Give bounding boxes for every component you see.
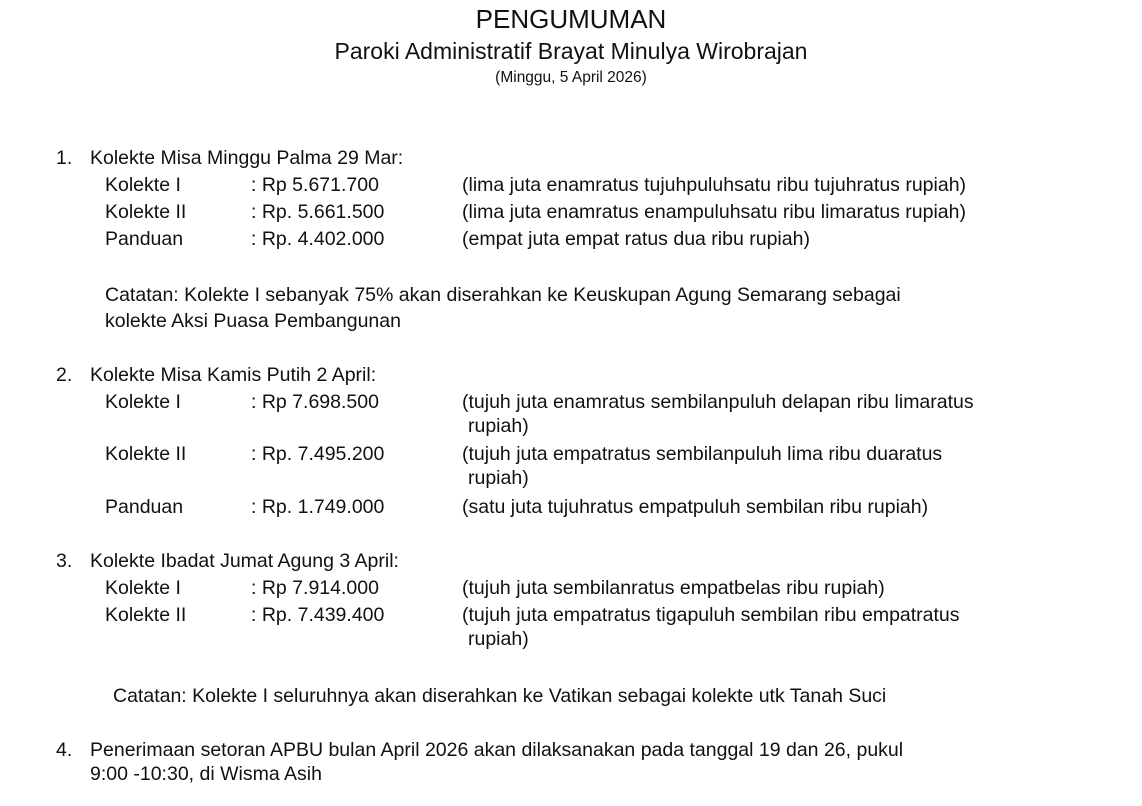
words-line-2: rupiah) bbox=[468, 415, 529, 437]
row-amount: : Rp. 7.439.400 bbox=[251, 604, 385, 626]
row-label: Kolekte I bbox=[105, 577, 181, 599]
item-1-heading bbox=[56, 146, 403, 170]
row-label: Panduan bbox=[105, 228, 184, 250]
words-line-1: (tujuh juta empatratus sembilanpuluh lima ribu duaratus bbox=[462, 443, 943, 465]
row-amount-words: (lima juta enamratus tujuhpuluhsatu ribu tujuhratus rupiah) bbox=[462, 174, 967, 196]
row-amount: : Rp 5.671.700 bbox=[251, 174, 379, 196]
announcement-title: PENGUMUMAN bbox=[475, 4, 667, 34]
row-amount: : Rp. 1.749.000 bbox=[251, 496, 385, 518]
row-amount-words: (satu juta tujuhratus empatpuluh sembilan ribu rupiah) bbox=[462, 496, 929, 518]
item-number: 3. bbox=[56, 550, 73, 572]
item-3-heading bbox=[56, 549, 399, 573]
item-1-note-line-1: Catatan: Kolekte I sebanyak 75% akan diserahkan ke Keuskupan Agung Semarang sebagai bbox=[105, 284, 901, 306]
row-label: Kolekte I bbox=[105, 174, 181, 196]
row-amount-words bbox=[462, 603, 1102, 651]
row-amount-words: (tujuh juta sembilanratus empatbelas ribu rupiah) bbox=[462, 577, 885, 599]
row-label: Kolekte I bbox=[105, 391, 181, 413]
row-label: Kolekte II bbox=[105, 443, 187, 465]
row-amount: : Rp 7.698.500 bbox=[251, 391, 379, 413]
row-amount: : Rp. 7.495.200 bbox=[251, 443, 385, 465]
row-amount-words bbox=[462, 390, 1102, 438]
words-line-1: (tujuh juta enamratus sembilanpuluh delapan ribu limaratus bbox=[462, 391, 974, 413]
item-1-note-line-2: kolekte Aksi Puasa Pembangunan bbox=[105, 310, 401, 332]
row-label: Kolekte II bbox=[105, 604, 187, 626]
row-amount-words bbox=[462, 442, 1102, 490]
words-line-2: rupiah) bbox=[468, 467, 529, 489]
row-amount-words: (lima juta enamratus enampuluhsatu ribu limaratus rupiah) bbox=[462, 201, 966, 223]
item-4-line-2: 9:00 -10:30, di Wisma Asih bbox=[90, 763, 322, 785]
item-4-text bbox=[90, 738, 1110, 786]
words-line-2: rupiah) bbox=[468, 628, 529, 650]
item-heading-text: Kolekte Misa Kamis Putih 2 April: bbox=[90, 364, 377, 386]
row-amount: : Rp. 4.402.000 bbox=[251, 228, 385, 250]
row-amount: : Rp 7.914.000 bbox=[251, 577, 379, 599]
parish-name: Paroki Administratif Brayat Minulya Wirobrajan bbox=[334, 38, 808, 64]
item-heading-text: Kolekte Ibadat Jumat Agung 3 April: bbox=[90, 550, 399, 572]
item-4-line-1: Penerimaan setoran APBU bulan April 2026 akan dilaksanakan pada tanggal 19 dan 26, pukul bbox=[90, 739, 904, 761]
row-amount: : Rp. 5.661.500 bbox=[251, 201, 385, 223]
row-label: Kolekte II bbox=[105, 201, 187, 223]
item-3-note: Catatan: Kolekte I seluruhnya akan diserahkan ke Vatikan sebagai kolekte utk Tanah Suci bbox=[113, 685, 887, 707]
item-number: 4. bbox=[56, 739, 73, 761]
item-heading-text: Kolekte Misa Minggu Palma 29 Mar: bbox=[90, 147, 404, 169]
announcement-date: (Minggu, 5 April 2026) bbox=[495, 69, 647, 86]
item-number: 2. bbox=[56, 364, 73, 386]
item-number: 1. bbox=[56, 147, 73, 169]
row-label: Panduan bbox=[105, 496, 184, 518]
row-amount-words: (empat juta empat ratus dua ribu rupiah) bbox=[462, 228, 810, 250]
words-line-1: (tujuh juta empatratus tigapuluh sembilan ribu empatratus bbox=[462, 604, 960, 626]
item-2-heading bbox=[56, 363, 376, 387]
